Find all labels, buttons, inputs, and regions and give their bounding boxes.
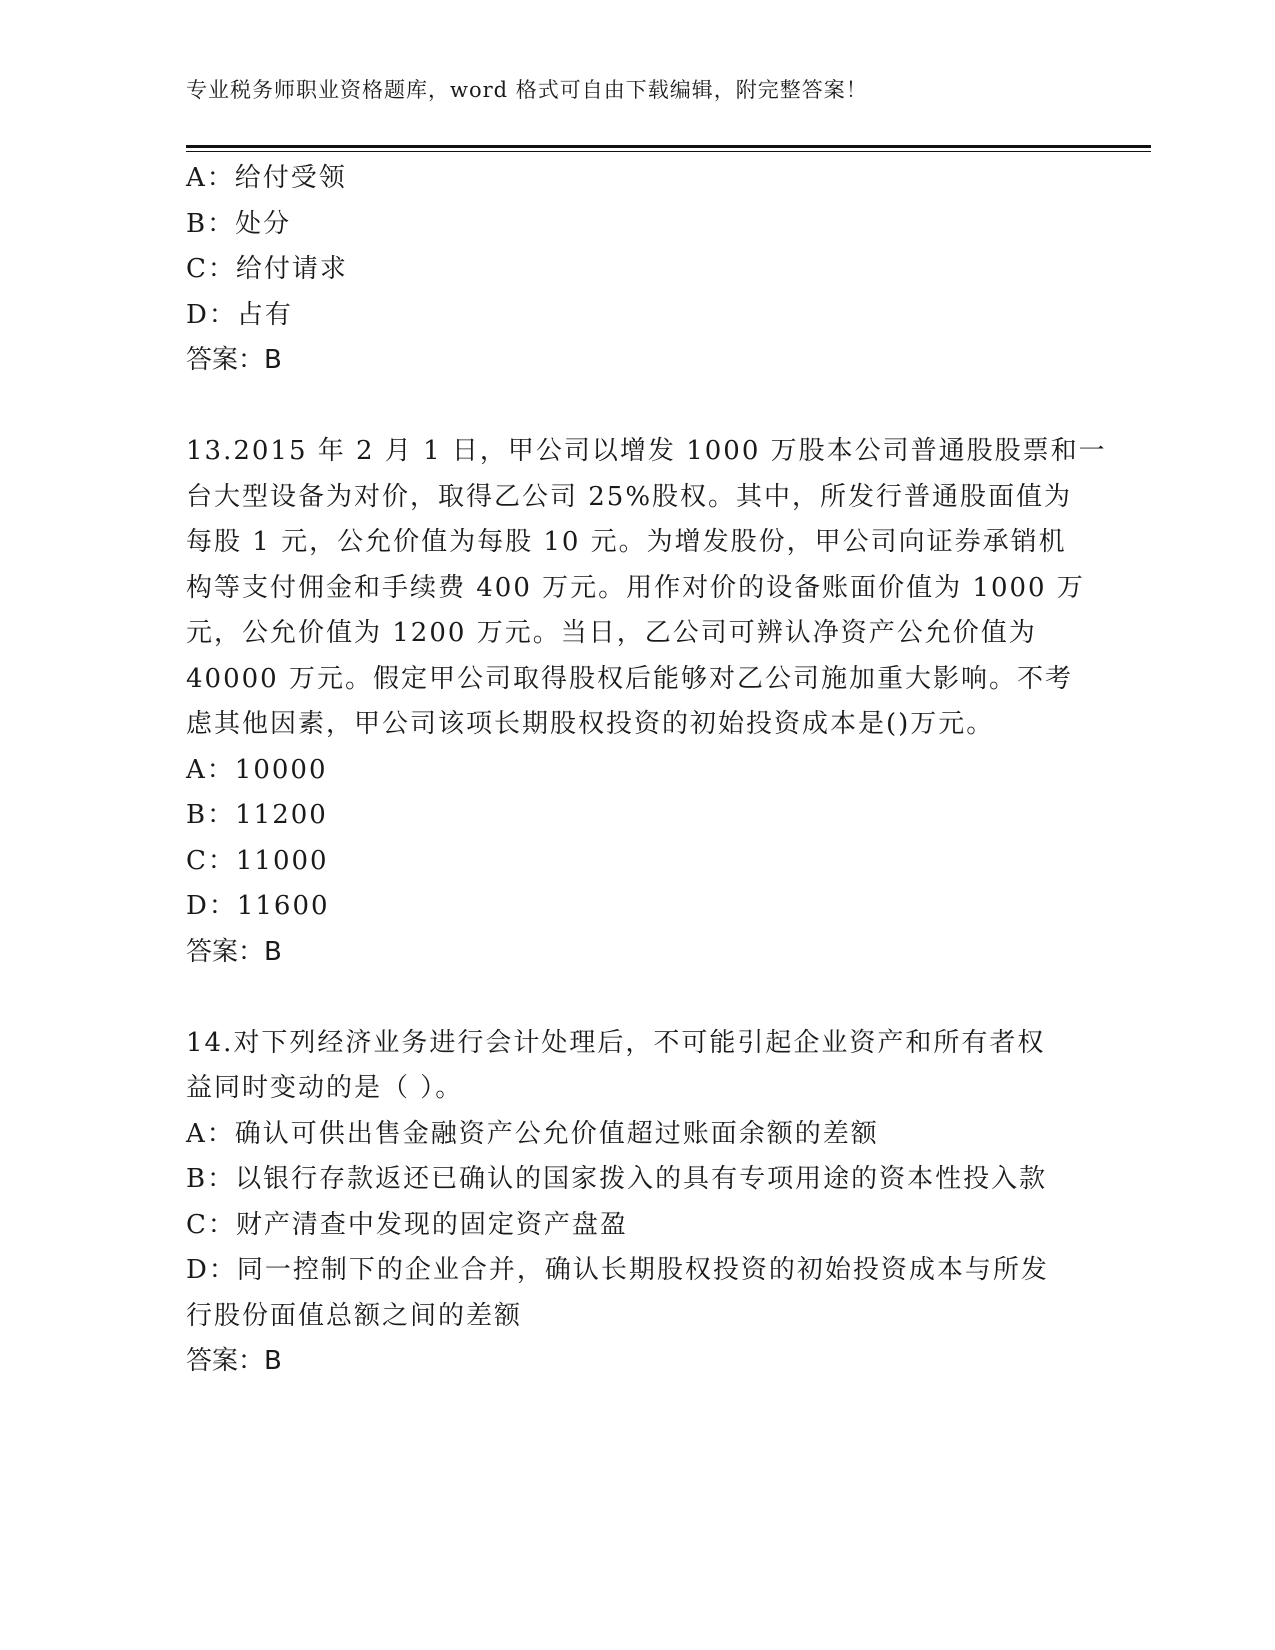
question-stem-line: 14.对下列经济业务进行会计处理后，不可能引起企业资产和所有者权 bbox=[186, 1027, 1046, 1058]
answer-line: 答案：B bbox=[186, 345, 282, 375]
question-stem-line: 构等支付佣金和手续费 400 万元。用作对价的设备账面价值为 1000 万 bbox=[186, 572, 1085, 603]
option-c: C：11000 bbox=[186, 845, 329, 876]
header-rule-thin bbox=[186, 151, 1151, 152]
question-stem-line: 13.2015 年 2 月 1 日，甲公司以增发 1000 万股本公司普通股股票和一 bbox=[186, 436, 1107, 466]
option-c: C：给付请求 bbox=[186, 254, 348, 284]
option-d: D：同一控制下的企业合并，确认长期股权投资的初始投资成本与所发 bbox=[186, 1255, 1049, 1285]
question-stem-line: 每股 1 元，公允价值为每股 10 元。为增发股份，甲公司向证券承销机 bbox=[186, 527, 1067, 557]
answer-line: 答案：B bbox=[186, 936, 282, 967]
option-d: D：占有 bbox=[186, 299, 293, 330]
question-stem-line: 台大型设备为对价，取得乙公司 25%股权。其中，所发行普通股面值为 bbox=[186, 481, 1073, 512]
question-stem-line: 元，公允价值为 1200 万元。当日，乙公司可辨认净资产公允价值为 bbox=[186, 618, 1037, 648]
question-13 bbox=[186, 429, 1107, 975]
question-12 bbox=[186, 156, 1086, 384]
page-header: 专业税务师职业资格题库，word 格式可自由下载编辑，附完整答案！ bbox=[186, 78, 868, 102]
option-b: B：处分 bbox=[186, 208, 292, 239]
option-d-continued: 行股份面值总额之间的差额 bbox=[186, 1300, 523, 1331]
question-14 bbox=[186, 1021, 1086, 1385]
answer-line: 答案：B bbox=[186, 1346, 282, 1376]
question-stem-line: 40000 万元。假定甲公司取得股权后能够对乙公司施加重大影响。不考 bbox=[186, 663, 1073, 694]
option-a: A：给付受领 bbox=[186, 163, 347, 193]
header-rule-thick bbox=[186, 145, 1151, 148]
option-b: B：11200 bbox=[186, 800, 328, 830]
document-body bbox=[186, 156, 1107, 1385]
option-a: A：10000 bbox=[186, 754, 328, 785]
question-stem-line: 虑其他因素，甲公司该项长期股权投资的初始投资成本是()万元。 bbox=[186, 709, 995, 739]
option-c: C：财产清查中发现的固定资产盘盈 bbox=[186, 1209, 628, 1240]
option-d: D：11600 bbox=[186, 891, 330, 921]
option-a: A：确认可供出售金融资产公允价值超过账面余额的差额 bbox=[186, 1118, 879, 1149]
question-stem-line: 益同时变动的是（ ）。 bbox=[186, 1073, 464, 1103]
option-b: B：以银行存款返还已确认的国家拨入的具有专项用途的资本性投入款 bbox=[186, 1164, 1048, 1194]
